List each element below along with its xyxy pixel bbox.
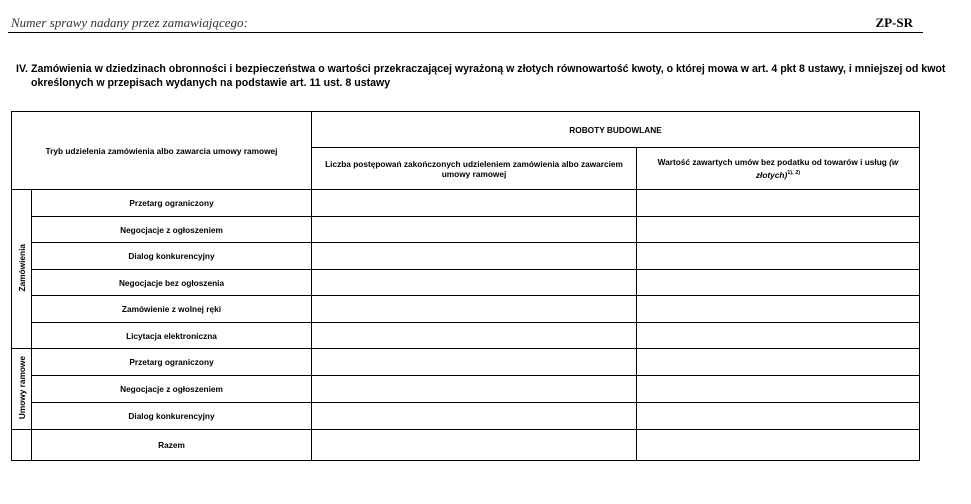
row-label-orders-3: Negocjacje bez ogłoszenia [32, 270, 312, 296]
count-cell[interactable] [312, 349, 637, 376]
total-label: Razem [32, 430, 312, 461]
orders-group-label: Zamówienia [12, 190, 32, 349]
count-cell[interactable] [312, 403, 637, 430]
total-count-cell[interactable] [312, 430, 637, 461]
frameworks-group-label: Umowy ramowe [12, 349, 32, 430]
count-cell[interactable] [312, 190, 637, 217]
works-group-header: ROBOTY BUDOWLANE [312, 112, 920, 148]
case-number-label: Numer sprawy nadany przez zamawiającego: [11, 15, 248, 30]
count-cell[interactable] [312, 296, 637, 323]
row-label-orders-1: Negocjacje z ogłoszeniem [32, 217, 312, 243]
count-cell[interactable] [312, 323, 637, 349]
row-label-frameworks-0: Przetarg ograniczony [32, 349, 312, 376]
value-cell[interactable] [637, 403, 920, 430]
count-cell[interactable] [312, 243, 637, 270]
value-cell[interactable] [637, 190, 920, 217]
value-column-header [637, 148, 920, 190]
total-group-cell [12, 430, 32, 461]
row-label-frameworks-1: Negocjacje z ogłoszeniem [32, 376, 312, 403]
value-column-main: Wartość zawartych umów bez podatku od towarów i usług [657, 156, 887, 167]
row-label-orders-2: Dialog konkurencyjny [32, 243, 312, 270]
value-cell[interactable] [637, 296, 920, 323]
value-cell[interactable] [637, 217, 920, 243]
row-label-orders-5: Licytacja elektroniczna [32, 323, 312, 349]
total-value-cell[interactable] [637, 430, 920, 461]
count-cell[interactable] [312, 270, 637, 296]
section-number: IV. [16, 63, 28, 75]
count-cell[interactable] [312, 217, 637, 243]
procurement-table [11, 111, 920, 461]
value-cell[interactable] [637, 243, 920, 270]
form-code: ZP-SR [875, 15, 913, 30]
value-cell[interactable] [637, 323, 920, 349]
section-title [16, 62, 946, 90]
row-label-orders-0: Przetarg ograniczony [32, 190, 312, 217]
row-label-frameworks-2: Dialog konkurencyjny [32, 403, 312, 430]
count-column-header: Liczba postępowań zakończonych udzieleniem zamówienia albo zawarciem umowy ramowej [312, 148, 637, 190]
row-label-orders-4: Zamówienie z wolnej ręki [32, 296, 312, 323]
value-cell[interactable] [637, 376, 920, 403]
value-column-footnote: 1), 2) [787, 169, 801, 176]
form-header [8, 14, 923, 33]
section-title-text: Zamówienia w dziedzinach obronności i bezpieczeństwa o wartości przekraczającej wyrażoną w złotych równowartość kwoty, o której mowa w art. 4 pkt 8 ustawy, i mniejszej od kwot określonych w przepisach wydanych na podstawie art. 11 ust. 8 ustawy [31, 63, 946, 89]
value-cell[interactable] [637, 349, 920, 376]
value-cell[interactable] [637, 270, 920, 296]
count-cell[interactable] [312, 376, 637, 403]
value-column-unit: (w złotych) [755, 156, 899, 180]
mode-header: Tryb udzielenia zamówienia albo zawarcia umowy ramowej [12, 112, 312, 190]
